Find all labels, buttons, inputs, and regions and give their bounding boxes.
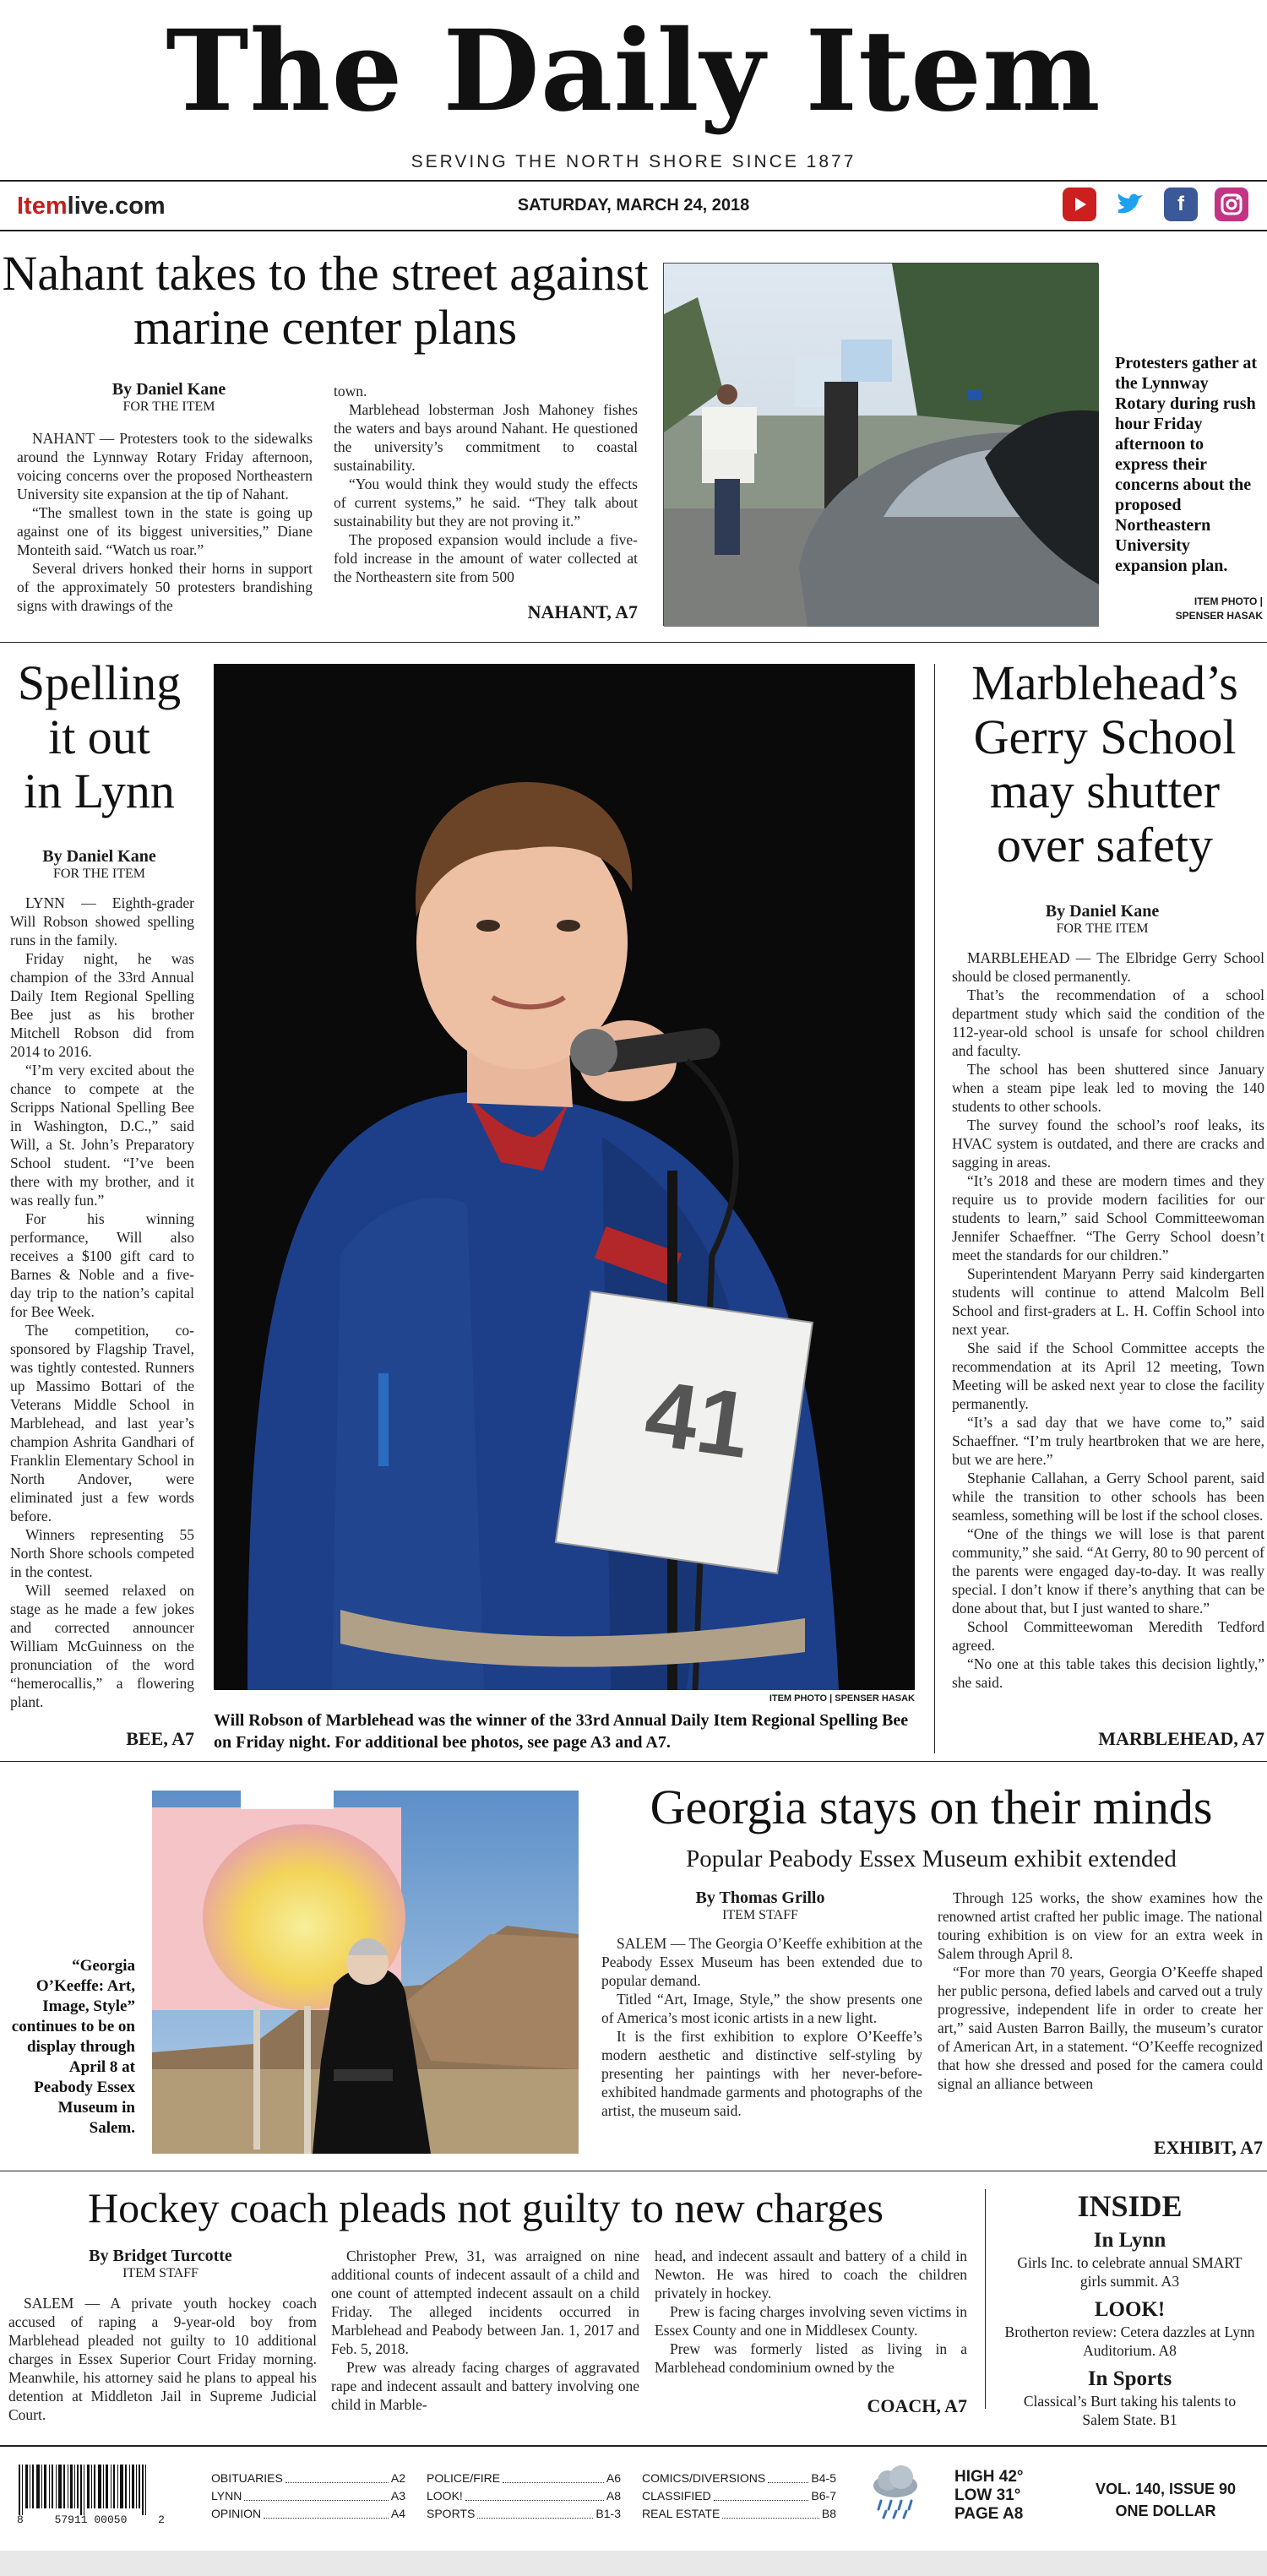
masthead-bottom-rule [0, 230, 1267, 231]
barcode [17, 2465, 165, 2532]
index-item[interactable]: LYNN A3 [211, 2489, 405, 2503]
inside-item-text: Brotherton review: Cetera dazzles at Lynn Auditorium. A8 [1004, 2323, 1255, 2359]
index-item[interactable]: COMICS/DIVERSIONS B4-5 [642, 2471, 836, 2485]
price: ONE DOLLAR [1115, 2503, 1216, 2519]
inside-box [997, 2187, 1263, 2429]
georgia-byline-role: ITEM STAFF [722, 1908, 798, 1922]
spelling-headline[interactable] [0, 656, 198, 818]
nahant-paragraph: “You would think they would study the effects of current systems,” he said. “They talk about sustainability but they are not proving it.” [334, 476, 638, 530]
gerry-headline-line: may shutter [989, 764, 1221, 818]
spelling-paragraph: Will seemed relaxed on stage as he made a few jokes and corrected announcer William McGuinness on the pronunciation of the word “hemerocallis,” a flowering plant. [10, 1582, 194, 1710]
index-item[interactable]: SPORTS B1-3 [427, 2507, 621, 2520]
georgia-paragraph: Through 125 works, the show examines how the renowned artist crafted her public image. The national touring exhibition is on view for an extra week in Salem through April 8. [938, 1889, 1263, 1962]
georgia-paragraph: It is the first exhibition to explore O’Keeffe’s modern aesthetic and distinctive self-styling by presenting her paintings with her never-before-exhibited handmade garments and photographs of the artist, the museum said. [601, 2028, 922, 2119]
inside-item-text: Girls Inc. to celebrate annual SMART girls summit. A3 [1017, 2254, 1243, 2290]
georgia-column-2 [938, 1889, 1263, 2133]
nahant-paragraph: NAHANT — Protesters took to the sidewalks around the Lynnway Rotary Friday afternoon, voicing concerns over the proposed Northeastern University site expansion at the tip of Nahant. [17, 430, 313, 503]
georgia-paragraph: “For more than 70 years, Georgia O’Keeffe shaped her public persona, defied labels and carved out a truly progressive, independent life in order to create her art,” said Austen Barron Bailly, the museum’s curator of American Art, in a statement. “O’Keeffe recognized that how she dressed and posed for the camera could signal an alliance between [938, 1964, 1263, 2092]
nahant-photo-credit-2: SPENSER HASAK [1175, 610, 1263, 622]
barcode-digit-mid: 57911 00050 [54, 2514, 128, 2526]
spelling-bee-photo [214, 664, 915, 1690]
inside-item-head[interactable]: In Lynn [1093, 2229, 1166, 2252]
nahant-protest-photo [663, 263, 1098, 626]
column-divider [985, 2189, 986, 2409]
gerry-paragraph: “No one at this table takes this decision lightly,” she said. [952, 1655, 1264, 1691]
gerry-paragraph: The survey found the school’s roof leaks, its HVAC system is outdated, and there are cracks and sagging in areas. [952, 1117, 1264, 1171]
hockey-byline-role: ITEM STAFF [122, 2266, 198, 2280]
weather-high: HIGH 42° [954, 2468, 1024, 2486]
youtube-icon[interactable] [1063, 187, 1096, 221]
nahant-headline[interactable]: Nahant takes to the street against marine center plans [2, 246, 649, 355]
inside-item-head[interactable]: LOOK! [1094, 2298, 1166, 2321]
hockey-paragraph: head, and indecent assault and battery of a child in Newton. He was hired to coach the children privately in hockey. [655, 2247, 967, 2302]
gerry-paragraph: She said if the School Committee accepts the recommendation at its April 12 meeting, Town Meeting will be asked next year to close the facility permanently. [952, 1340, 1264, 1412]
index-item[interactable]: CLASSIFIED B6-7 [642, 2489, 836, 2503]
georgia-paragraph: Titled “Art, Image, Style,” the show presents one of America’s most iconic artists in a new light. [601, 1991, 922, 2026]
inside-item-head[interactable]: In Sports [1087, 2367, 1172, 2390]
spelling-headline-line: it out [48, 709, 150, 764]
spelling-paragraph: LYNN — Eighth-grader Will Robson showed spelling runs in the family. [10, 894, 194, 948]
hockey-paragraph: Prew was formerly listed as living in a Marblehead condominium owned by the [655, 2340, 967, 2376]
barcode-bars [17, 2465, 165, 2515]
spelling-bib-number: 41 [639, 1361, 757, 1478]
site-logo-item: Item [17, 193, 68, 220]
index-column [642, 2470, 836, 2523]
gerry-byline: By Daniel Kane [1045, 902, 1160, 921]
masthead-title: The Daily Item [166, 6, 1101, 137]
barcode-digits [17, 2514, 165, 2526]
georgia-headline[interactable]: Georgia stays on their minds [650, 1780, 1213, 1834]
hockey-paragraph: Prew was already facing charges of aggravated rape and indecent assault and battery involving one child in Marble- [331, 2359, 639, 2413]
spelling-paragraph: “I’m very excited about the chance to compete at the Scripps National Spelling Bee in Washington, D.C.,” said Will, a St. John’s Preparatory School student. “I’ve been there with my brother, and it was really fun.” [10, 1062, 194, 1209]
gerry-paragraph: The school has been shuttered since January when a steam pipe leak led to moving the 140 students to other schools. [952, 1061, 1264, 1115]
nahant-photo-credit-1: ITEM PHOTO | [1194, 595, 1263, 607]
nahant-byline: By Daniel Kane [111, 380, 226, 399]
nahant-byline-role: FOR THE ITEM [122, 399, 215, 414]
okeeffe-photo-caption: “Georgia O’Keeffe: Art, Image, Style” continues to be on display through April 8 at Peabody Essex Museum in Salem. [11, 1957, 135, 2137]
inside-title: INSIDE [1077, 2189, 1183, 2223]
spelling-headline-line: Spelling [17, 655, 182, 710]
spelling-column [10, 894, 194, 1718]
instagram-icon[interactable] [1215, 187, 1248, 221]
gerry-headline-line: over safety [996, 818, 1214, 872]
nahant-paragraph: “The smallest town in the state is going up against one of its biggest universities,” Diane Monteith said. “Watch us roar.” [17, 504, 313, 558]
gerry-column [952, 948, 1264, 1724]
volume-issue: VOL. 140, ISSUE 90 [1095, 2481, 1237, 2497]
spelling-paragraph: Friday night, he was champion of the 33rd Annual Daily Item Regional Spelling Bee just as his brother Mitchell Robson did from 2014 to 2016. [10, 950, 194, 1060]
rain-cloud-icon [866, 2462, 925, 2521]
index-item[interactable]: REAL ESTATE B8 [642, 2507, 836, 2520]
gerry-paragraph: “It’s 2018 and these are modern times and they require us to provide modern facilities for our students to learn,” said School Committeewoman Jennifer Schaeffner. “The Gerry School doesn’t meet the standards for our children.” [952, 1172, 1264, 1264]
index-item[interactable]: OBITUARIES A2 [211, 2471, 405, 2485]
site-logo-live: live.com [67, 193, 166, 220]
facebook-icon[interactable]: f [1164, 187, 1198, 221]
twitter-icon[interactable] [1113, 187, 1147, 221]
gerry-headline[interactable] [943, 656, 1267, 872]
gerry-headline-line: Gerry School [973, 709, 1237, 764]
georgia-byline: By Thomas Grillo [695, 1889, 825, 1907]
inside-item-text: Classical’s Burt taking his talents to Salem State. B1 [1023, 2393, 1237, 2428]
section-divider [0, 642, 1267, 643]
hockey-paragraph: Christopher Prew, 31, was arraigned on nine additional counts of indecent assault of a child and one count of attempted indecent assault on a child Friday. The alleged incidents occurred in Marblehead and Peabody between Jan. 1, 2017 and Feb. 5, 2018. [331, 2247, 639, 2357]
index-column [211, 2470, 405, 2523]
nahant-jump-link[interactable]: NAHANT, A7 [527, 601, 638, 622]
barcode-digit-right: 2 [158, 2514, 165, 2526]
spelling-byline-role: FOR THE ITEM [52, 867, 146, 881]
nahant-column-2 [334, 382, 638, 601]
gerry-paragraph: MARBLEHEAD — The Elbridge Gerry School should be closed permanently. [952, 949, 1264, 985]
index-column [427, 2470, 621, 2523]
nahant-paragraph: town. [334, 383, 367, 399]
gerry-headline-line: Marblehead’s [971, 655, 1238, 710]
footer-top-rule [0, 2445, 1267, 2447]
hockey-column-1 [8, 2294, 317, 2423]
gerry-byline-role: FOR THE ITEM [1056, 921, 1149, 936]
barcode-digit-left: 8 [17, 2514, 24, 2526]
gerry-paragraph: School Committeewoman Meredith Tedford agreed. [952, 1618, 1264, 1654]
index-item[interactable]: LOOK! A8 [427, 2489, 621, 2503]
column-divider [934, 664, 935, 1753]
okeeffe-photo [152, 1791, 579, 2154]
spelling-headline-line: in Lynn [24, 764, 175, 818]
issue-date: SATURDAY, MARCH 24, 2018 [517, 196, 750, 215]
weather-low: LOW 31° [954, 2486, 1021, 2504]
spelling-jump-link[interactable]: BEE, A7 [126, 1728, 194, 1749]
spelling-photo-credit: ITEM PHOTO | SPENSER HASAK [769, 1693, 915, 1704]
masthead-tagline: SERVING THE NORTH SHORE SINCE 1877 [411, 152, 856, 171]
hockey-column-2 [331, 2247, 639, 2416]
hockey-column-3 [655, 2247, 967, 2395]
masthead-top-rule [0, 180, 1267, 182]
index-item[interactable]: OPINION A4 [211, 2507, 405, 2520]
hockey-paragraph: SALEM — A private youth hockey coach accused of raping a 9-year-old boy from Marblehead pleaded not guilty to 10 additional charges in Essex Superior Court Friday morning. Meanwhile, his attorney said he plans to appeal his detention at Middleton Jail in Supreme Judicial Court. [8, 2295, 317, 2423]
hockey-jump-link[interactable]: COACH, A7 [867, 2395, 967, 2416]
gerry-jump-link[interactable]: MARBLEHEAD, A7 [1098, 1728, 1264, 1749]
nahant-column-1 [17, 429, 313, 633]
spelling-paragraph: For his winning performance, Will also receives a $100 gift card to Barnes & Noble and a five-day trip to the nation’s capital for Bee Week. [10, 1210, 194, 1320]
georgia-subhead: Popular Peabody Essex Museum exhibit extended [686, 1845, 1177, 1872]
weather-page[interactable]: PAGE A8 [954, 2505, 1024, 2523]
hockey-paragraph: Prew is facing charges involving seven victims in Essex County and one in Middlesex County. [655, 2303, 967, 2339]
gerry-paragraph: “It’s a sad day that we have come to,” said Schaeffner. “I’m truly heartbroken that we are here, but we are here.” [952, 1414, 1264, 1468]
spelling-paragraph: Winners representing 55 North Shore schools competed in the contest. [10, 1526, 194, 1580]
hockey-byline: By Bridget Turcotte [89, 2247, 232, 2265]
index-item[interactable]: POLICE/FIRE A6 [427, 2471, 621, 2485]
spelling-photo-caption: Will Robson of Marblehead was the winner of the 33rd Annual Daily Item Regional Spelling Bee on Friday night. For additional bee photos, see page A3 and A7. [214, 1711, 909, 1752]
weather-box [954, 2468, 1056, 2524]
gerry-paragraph: Stephanie Callahan, a Gerry School parent, said while the transition to other schools has been seamless, something will be lost if the school closes. [952, 1470, 1264, 1524]
gerry-paragraph: Superintendent Maryann Perry said kindergarten students will continue to attend Malcolm Bell School and first-graders at L. H. Coffin School into next year. [952, 1265, 1264, 1338]
nahant-paragraph: The proposed expansion would include a five-fold increase in the amount of water collected at the Northeastern site from 500 [334, 531, 638, 585]
georgia-jump-link[interactable]: EXHIBIT, A7 [1153, 2137, 1263, 2158]
issue-info [1073, 2478, 1259, 2522]
georgia-column-1 [601, 1934, 922, 2162]
section-divider [0, 1761, 1267, 1762]
spelling-paragraph: The competition, co-sponsored by Flagship Travel, was tightly contested. Runners up Massimo Bottari of the Veterans Middle School in Marblehead, and last year’s champion Ashrita Gandhari of Franklin Elementary School in North Andover, were eliminated just a few words before. [10, 1322, 194, 1524]
georgia-paragraph: SALEM — The Georgia O’Keeffe exhibition at the Peabody Essex Museum has been extended due to popular demand. [601, 1935, 922, 1989]
gerry-paragraph: That’s the recommendation of a school department study which said the condition of the 112-year-old school is unsafe for school children and faculty. [952, 986, 1264, 1059]
nahant-photo-caption: Protesters gather at the Lynnway Rotary during rush hour Friday afternoon to express their concerns about the proposed Northeastern University expansion plan. [1115, 354, 1258, 575]
nahant-paragraph: Several drivers honked their horns in support of the approximately 50 protesters brandishing signs with drawings of the [17, 560, 313, 614]
hockey-headline[interactable]: Hockey coach pleads not guilty to new charges [88, 2184, 884, 2231]
spelling-byline: By Daniel Kane [42, 847, 156, 866]
page-bottom-margin [0, 2551, 1267, 2576]
gerry-paragraph: “One of the things we will lose is that parent community,” she said. “At Gerry, 80 to 90 percent of the parents were engaged day-to-day. It was really special. I don’t know if there’s anything that can be done about that, but I just wanted to share.” [952, 1525, 1264, 1617]
nahant-paragraph: Marblehead lobsterman Josh Mahoney fishes the waters and bays around Nahant. He questioned the university’s commitment to coastal sustainability. [334, 401, 638, 474]
